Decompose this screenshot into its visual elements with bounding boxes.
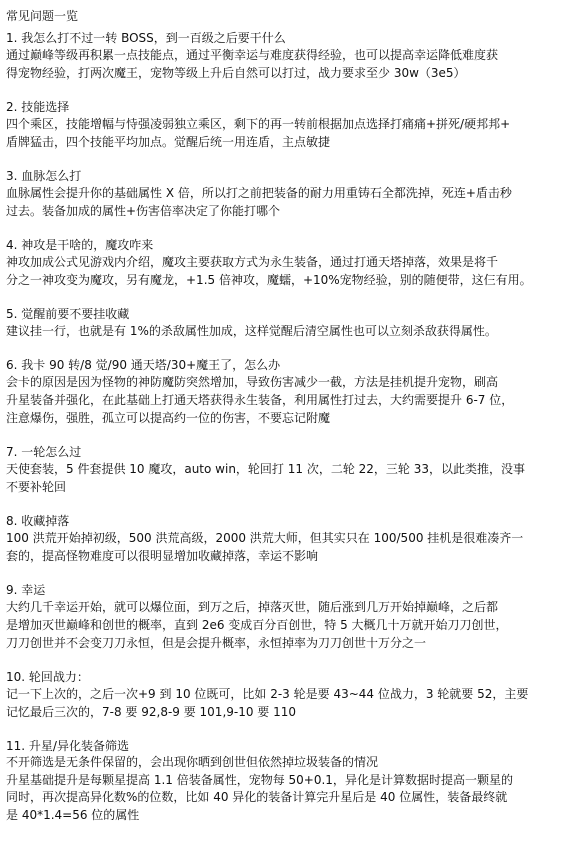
faq-answer-line: 分之一神攻变为魔攻，另有魔龙，+1.5 倍神攻，魔蠕，+10%宠物经验，别的随便带，这仨有用。	[6, 273, 532, 287]
faq-answer-line: 不开筛选是无条件保留的，会出现你晒到创世但依然掉垃圾装备的情况	[6, 755, 379, 769]
faq-item	[6, 513, 572, 565]
faq-answer-line: 神攻加成公式见游戏内介绍，魔攻主要获取方式为永生装备，通过打通天塔掉落，效果是将千	[6, 255, 499, 269]
faq-question: 3. 血脉怎么打	[6, 169, 82, 183]
faq-answer	[6, 460, 572, 496]
faq-answer-line: 升星基础提升是每颗星提高 1.1 倍装备属性，宠物每 50+0.1，异化是计算数据时提高一颗星的	[6, 772, 513, 787]
faq-item	[6, 669, 572, 721]
faq-question: 11. 升星/异化装备筛选	[6, 739, 129, 753]
faq-answer-line: 记忆最后三次的，7-8 要 92,8-9 要 101,9-10 要 110	[6, 705, 297, 719]
faq-item	[6, 306, 572, 340]
faq-answer	[6, 46, 572, 82]
faq-item	[6, 357, 572, 427]
faq-question: 4. 神攻是干啥的，魔攻咋来	[6, 238, 154, 252]
faq-answer	[6, 115, 572, 151]
faq-answer-line: 100 洪荒开始掉初级，500 洪荒高级，2000 洪荒大师，但其实只在 100/500 挂机是很难凑齐一	[6, 531, 524, 545]
faq-question: 7. 一轮怎么过	[6, 445, 82, 459]
faq-answer-line: 得宠物经验，打两次魔王，宠物等级上升后自然可以打过，战力要求至少 30w（3e5）	[6, 66, 466, 80]
faq-question: 8. 收藏掉落	[6, 514, 70, 528]
faq-item	[6, 738, 572, 824]
faq-question: 6. 我卡 90 转/8 觉/90 通天塔/30+魔王了，怎么办	[6, 358, 281, 372]
faq-answer	[6, 685, 572, 721]
faq-item	[6, 99, 572, 151]
faq-item	[6, 30, 572, 82]
faq-answer	[6, 754, 572, 824]
document-title: 常见问题一览	[6, 9, 79, 23]
faq-answer-line: 会卡的原因是因为怪物的神防魔防突然增加，导致伤害减少一截，方法是挂机提升宠物，刷高	[6, 375, 499, 389]
faq-answer-line: 天使套装，5 件套提供 10 魔攻，auto win，轮回打 11 次，二轮 22，三轮 33，以此类推，没事	[6, 462, 525, 476]
faq-answer-line: 升星装备并强化，在此基础上打通天塔获得永生装备，利用属性打过去，大约需要提升 6-7 位，	[6, 393, 514, 407]
faq-answer-line: 不要补轮回	[6, 480, 67, 494]
faq-answer-line: 刀刀创世并不会变刀刀永恒，但是会提升概率，永恒掉率为刀刀创世十万分之一	[6, 636, 427, 650]
faq-answer-line: 通过巅峰等级再积累一点技能点，通过平衡幸运与难度获得经验，也可以提高幸运降低难度获	[6, 48, 499, 62]
faq-document	[6, 8, 572, 841]
faq-answer	[6, 253, 572, 289]
faq-answer	[6, 373, 572, 427]
faq-answer-line: 注意爆伤，强胜，孤立可以提高约一位的伤害，不要忘记附魔	[6, 411, 331, 425]
faq-answer-line: 血脉属性会提升你的基础属性 X 倍，所以打之前把装备的耐力用重铸石全都洗掉，死连+盾击秒	[6, 186, 512, 200]
faq-item	[6, 582, 572, 652]
faq-item	[6, 168, 572, 220]
faq-answer	[6, 529, 572, 565]
faq-answer	[6, 184, 572, 220]
faq-item	[6, 444, 572, 496]
faq-answer-line: 大约几千幸运开始，就可以爆位面，到万之后，掉落灭世，随后涨到几万开始掉巅峰，之后都	[6, 600, 499, 614]
faq-answer-line: 建议挂一行，也就是有 1%的杀敌属性加成，这样觉醒后清空属性也可以立刻杀敌获得属性。	[6, 324, 497, 338]
faq-item	[6, 237, 572, 289]
faq-answer-line: 是增加灭世巅峰和创世的概率，直到 2e6 变成百分百创世，特 5 大概几十万就开始刀刀创世，	[6, 618, 508, 632]
faq-question: 5. 觉醒前要不要挂收藏	[6, 307, 130, 321]
faq-answer-line: 是 40*1.4=56 位的属性	[6, 807, 140, 822]
faq-answer-line: 盾牌猛击，四个技能平均加点。觉醒后统一用连盾，主点敏捷	[6, 135, 331, 149]
faq-answer-line: 过去。装备加成的属性+伤害倍率决定了你能打哪个	[6, 204, 281, 218]
faq-answer-line: 套的，提高怪物难度可以很明显增加收藏掉落，幸运不影响	[6, 549, 319, 563]
faq-question: 9. 幸运	[6, 583, 46, 597]
faq-answer-line: 记一下上次的，之后一次+9 到 10 位既可，比如 2-3 轮是要 43~44 位战力，3 轮就要 52，主要	[6, 687, 529, 701]
faq-answer	[6, 598, 572, 652]
faq-question: 10. 轮回战力：	[6, 670, 89, 684]
faq-answer-line: 四个乘区，技能增幅与恃强凌弱独立乘区，剩下的再一转前根据加点选择打痛痛+拼死/硬邦邦+	[6, 117, 511, 131]
faq-list	[6, 30, 572, 824]
faq-question: 1. 我怎么打不过一转 BOSS，到一百级之后要干什么	[6, 31, 286, 45]
faq-question: 2. 技能选择	[6, 100, 70, 114]
faq-answer-line: 同时，再次提高异化数%的位数，比如 40 异化的装备计算完升星后是 40 位属性，装备最终就	[6, 790, 508, 804]
faq-answer	[6, 322, 572, 340]
